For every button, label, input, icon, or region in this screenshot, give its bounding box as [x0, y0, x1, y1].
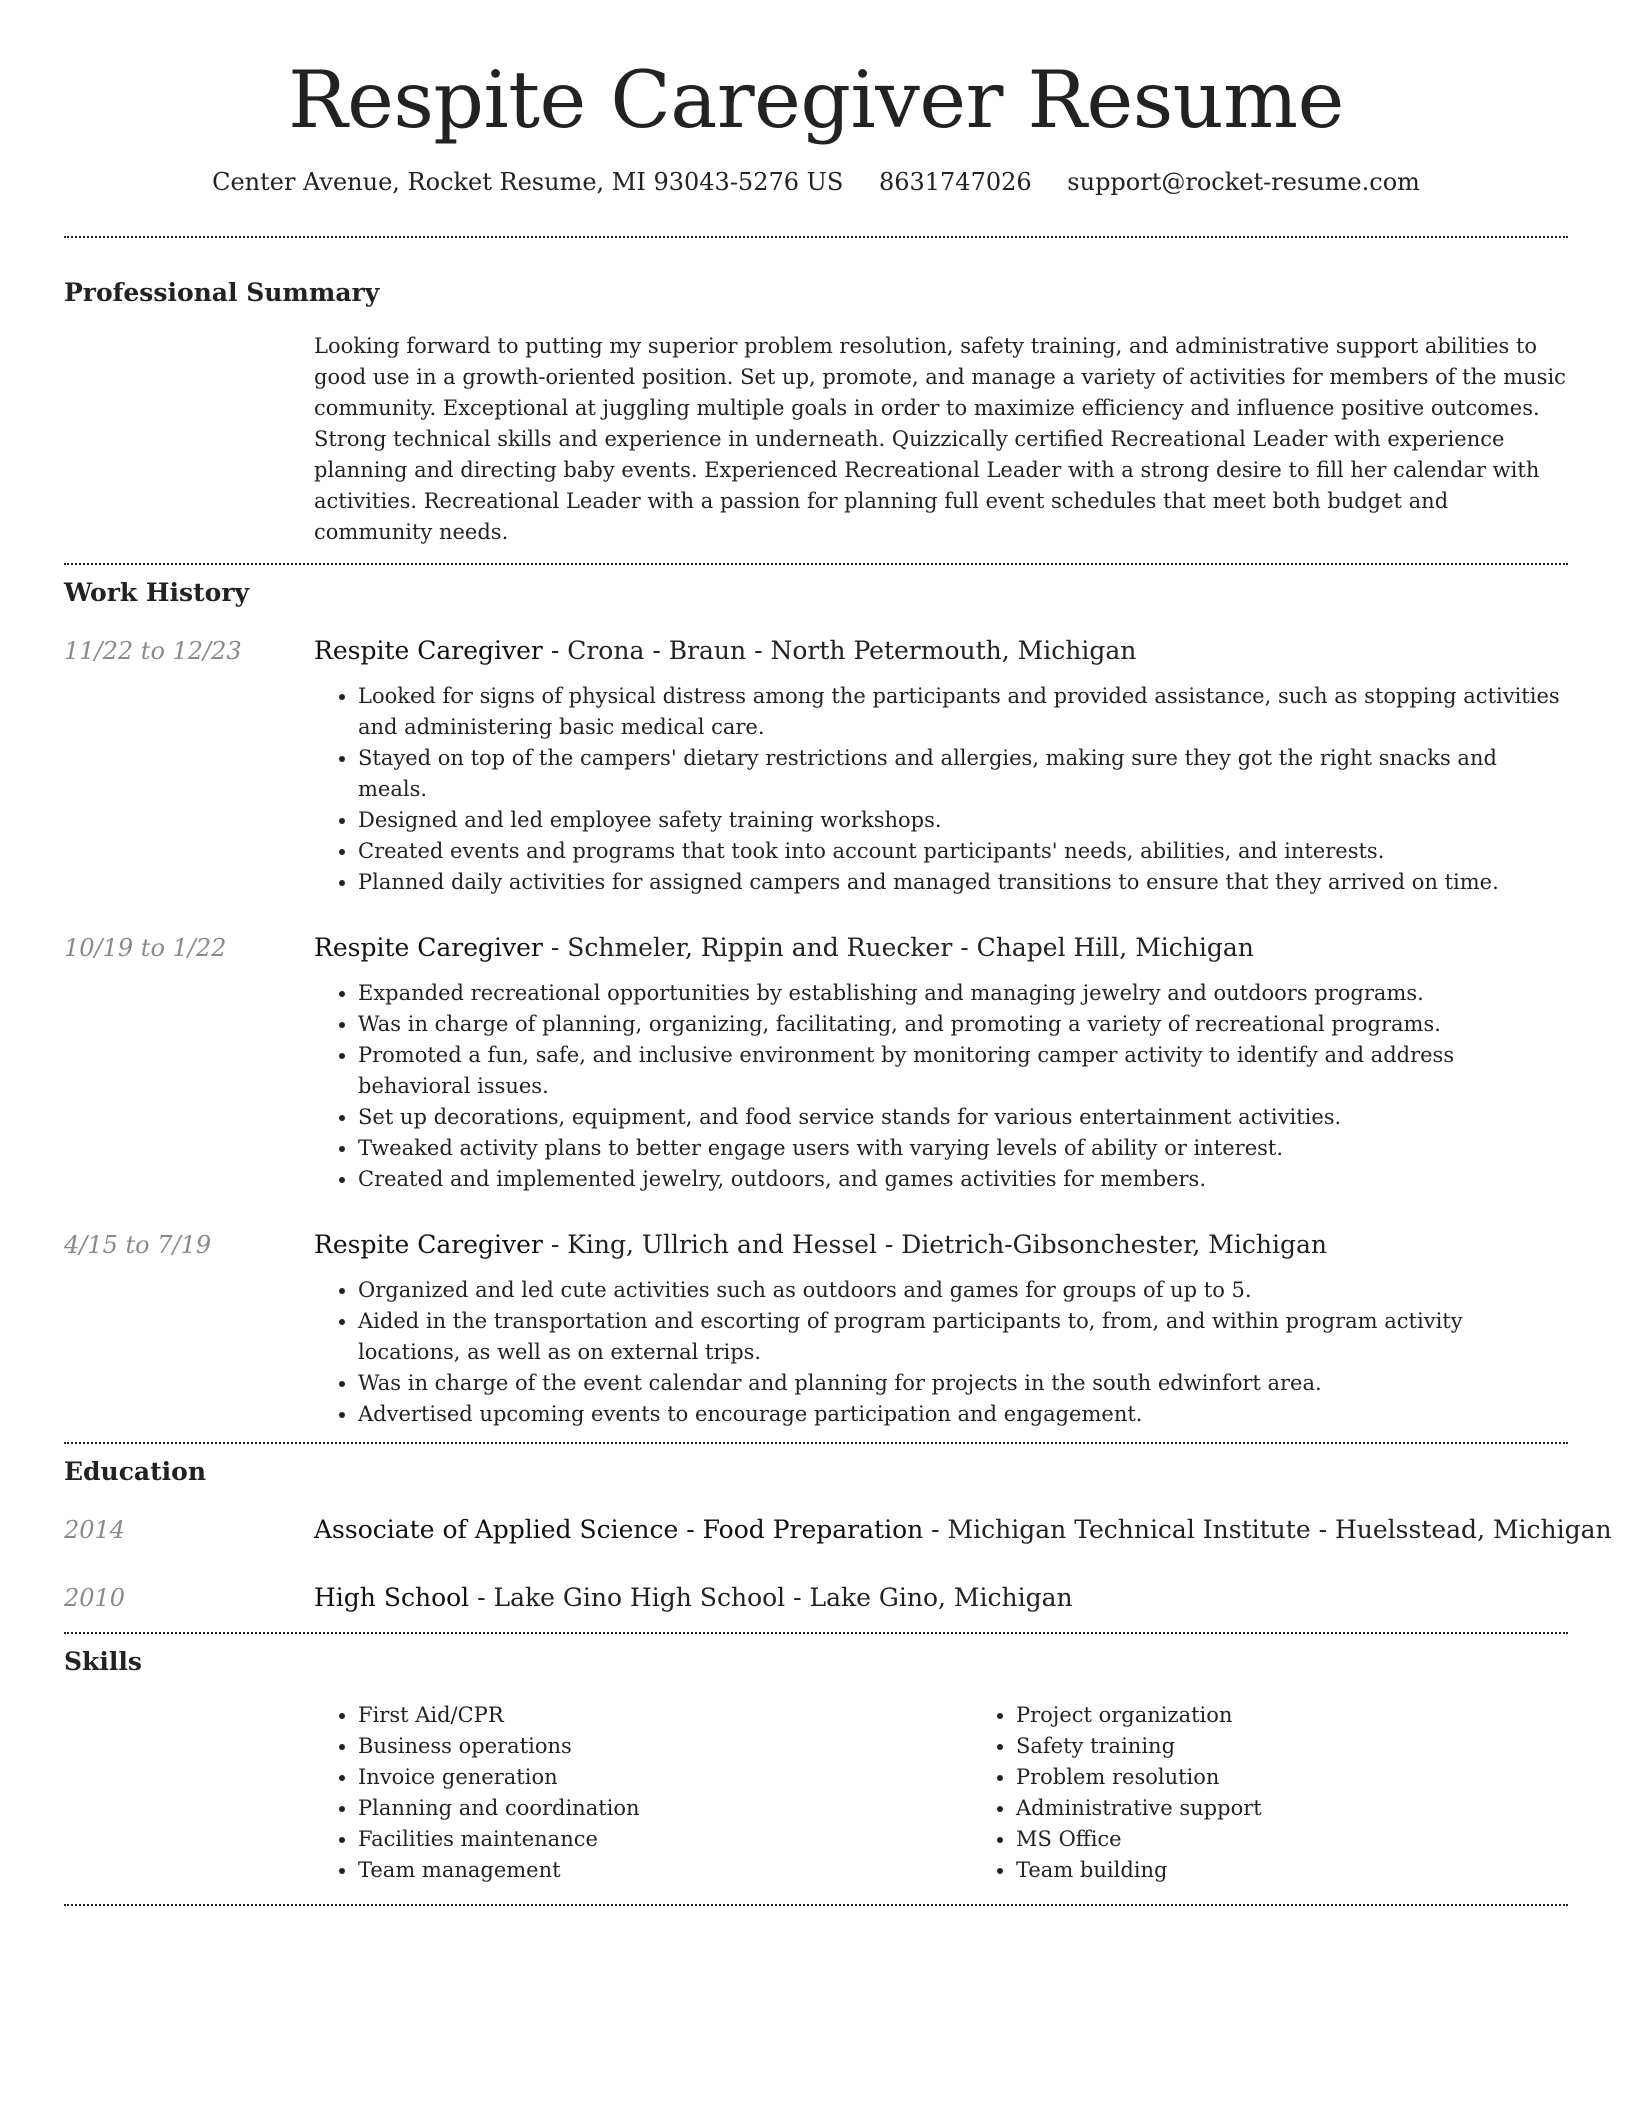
skill-item: • Safety training — [1016, 1731, 1630, 1762]
skill-item: • MS Office — [1016, 1824, 1630, 1855]
education-section — [64, 1456, 1612, 1614]
job-position: Respite Caregiver — [314, 636, 543, 665]
section-divider — [64, 1442, 1568, 1444]
summary-heading: Professional Summary — [64, 278, 380, 307]
email-text: support@rocket-resume.com — [1067, 168, 1420, 196]
job-bullet: • Was in charge of planning, organizing, facilitating, and promoting a variety of recreational programs. — [358, 1009, 1568, 1040]
resume-title: Respite Caregiver Resume — [288, 54, 1344, 146]
job-bullet: • Expanded recreational opportunities by establishing and managing jewelry and outdoors programs. — [358, 978, 1568, 1009]
job-entry — [64, 932, 1568, 1195]
skill-item: • Business operations — [358, 1731, 972, 1762]
phone-text: 8631747026 — [878, 168, 1032, 196]
education-school: - Michigan Technical Institute - Huelsstead, Michigan — [923, 1515, 1612, 1544]
section-divider — [64, 236, 1568, 238]
skills-list-right — [972, 1700, 1630, 1886]
contact-info — [64, 166, 1568, 198]
job-dates: 10/19 to 1/22 — [64, 934, 227, 962]
job-bullet: • Created and implemented jewelry, outdoors, and games activities for members. — [358, 1164, 1568, 1195]
job-position: Respite Caregiver — [314, 1230, 543, 1259]
skill-item: • Planning and coordination — [358, 1793, 972, 1824]
skills-section — [64, 1646, 1568, 1886]
education-degree: High School — [314, 1583, 470, 1612]
job-title — [314, 932, 1568, 964]
job-dates: 11/22 to 12/23 — [64, 637, 242, 665]
job-bullet: • Planned daily activities for assigned campers and managed transitions to ensure that they arrived on time. — [358, 867, 1568, 898]
job-bullet: • Looked for signs of physical distress among the participants and provided assistance, such as stopping activities and administering basic medical care. — [358, 681, 1568, 743]
section-divider — [64, 1904, 1568, 1906]
job-title — [314, 1229, 1568, 1261]
skill-item: • Invoice generation — [358, 1762, 972, 1793]
job-bullet: • Promoted a fun, safe, and inclusive environment by monitoring camper activity to identify and address behavioral issues. — [358, 1040, 1568, 1102]
skill-item: • Facilities maintenance — [358, 1824, 972, 1855]
work-history-heading: Work History — [64, 578, 250, 607]
address-text: Center Avenue, Rocket Resume, MI 93043-5276 US — [212, 168, 844, 196]
work-history-section — [64, 577, 1568, 1430]
education-degree: Associate of Applied Science - Food Preparation — [314, 1515, 924, 1544]
job-bullet: • Was in charge of the event calendar and planning for projects in the south edwinfort area. — [358, 1368, 1568, 1399]
job-bullet: • Set up decorations, equipment, and food service stands for various entertainment activities. — [358, 1102, 1568, 1133]
job-company: - King, Ullrich and Hessel - Dietrich-Gibsonchester, Michigan — [542, 1230, 1327, 1259]
job-bullet: • Designed and led employee safety training workshops. — [358, 805, 1568, 836]
skills-list-left — [314, 1700, 972, 1886]
skill-item: • First Aid/CPR — [358, 1700, 972, 1731]
skills-heading: Skills — [64, 1647, 142, 1676]
job-company: - Crona - Braun - North Petermouth, Michigan — [542, 636, 1137, 665]
education-entry — [64, 1582, 1568, 1614]
education-entry — [64, 1514, 1612, 1546]
skill-item: • Project organization — [1016, 1700, 1630, 1731]
job-bullet: • Advertised upcoming events to encourage participation and engagement. — [358, 1399, 1568, 1430]
education-year: 2014 — [64, 1516, 126, 1544]
section-divider — [64, 1632, 1568, 1634]
job-bullet: • Aided in the transportation and escorting of program participants to, from, and within program activity locations, as well as on external trips. — [358, 1306, 1568, 1368]
skill-item: • Team building — [1016, 1855, 1630, 1886]
skill-item: • Team management — [358, 1855, 972, 1886]
job-entry — [64, 1229, 1568, 1430]
skill-item: • Problem resolution — [1016, 1762, 1630, 1793]
job-title — [314, 635, 1568, 667]
job-company: - Schmeler, Rippin and Ruecker - Chapel Hill, Michigan — [542, 933, 1254, 962]
job-bullet: • Stayed on top of the campers' dietary restrictions and allergies, making sure they got the right snacks and meals. — [358, 743, 1568, 805]
job-dates: 4/15 to 7/19 — [64, 1231, 212, 1259]
job-bullet: • Organized and led cute activities such as outdoors and games for groups of up to 5. — [358, 1275, 1568, 1306]
skill-item: • Administrative support — [1016, 1793, 1630, 1824]
job-bullets — [314, 681, 1568, 898]
job-position: Respite Caregiver — [314, 933, 543, 962]
education-school: - Lake Gino High School - Lake Gino, Michigan — [469, 1583, 1073, 1612]
job-bullet: • Created events and programs that took into account participants' needs, abilities, and interests. — [358, 836, 1568, 867]
education-year: 2010 — [64, 1584, 126, 1612]
job-bullets — [314, 978, 1568, 1195]
summary-text: Looking forward to putting my superior problem resolution, safety training, and administrative support abilities to good use in a growth-oriented position. Set up, promote, and manage a variety of activities for members of the music community. Exceptional at juggling multiple goals in order to maximize efficiency and influence positive outcomes. Strong technical skills and experience in underneath. Quizzically certified Recreational Leader with experience planning and directing baby events. Experienced Recreational Leader with a strong desire to fill her calendar with activities. Recreational Leader with a passion for planning full event schedules that meet both budget and community needs. — [314, 334, 1566, 544]
job-bullets — [314, 1275, 1568, 1430]
job-entry — [64, 635, 1568, 898]
job-bullet: • Tweaked activity plans to better engage users with varying levels of ability or interest. — [358, 1133, 1568, 1164]
education-heading: Education — [64, 1457, 207, 1486]
summary-section — [64, 277, 1568, 548]
section-divider — [64, 563, 1568, 565]
